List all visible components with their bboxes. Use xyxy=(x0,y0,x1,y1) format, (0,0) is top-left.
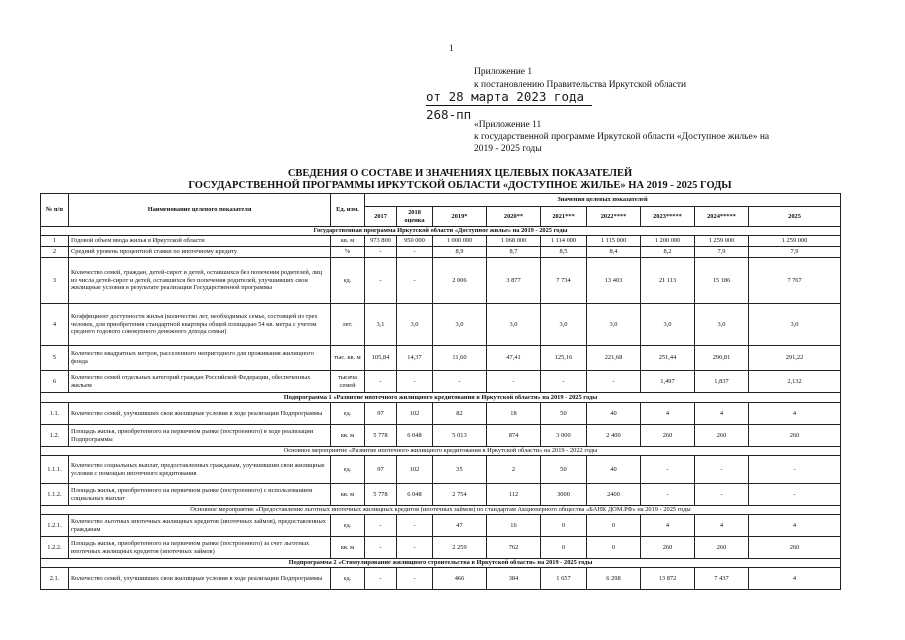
table-row xyxy=(41,515,841,537)
value-cell: 6 048 xyxy=(397,425,433,447)
value-cell: 15 186 xyxy=(695,258,749,304)
table-row xyxy=(41,304,841,346)
header-values: Значения целевых показателей xyxy=(365,194,841,207)
stamp-number: 268-пп xyxy=(426,107,472,122)
value-cell: - xyxy=(365,515,397,537)
table-row xyxy=(41,403,841,425)
value-cell: 50 xyxy=(541,403,587,425)
unit-cell: кв. м xyxy=(331,537,365,559)
value-cell: - xyxy=(365,247,397,258)
value-cell: 13 872 xyxy=(641,568,695,590)
value-cell: 2 xyxy=(487,456,541,484)
value-cell: 4 xyxy=(749,515,841,537)
unit-cell: кв. м xyxy=(331,425,365,447)
value-cell: 973 800 xyxy=(365,236,397,247)
value-cell: 1,497 xyxy=(641,371,695,393)
section-title: Подпрограмма 1 «Развитие ипотечного жилищного кредитования в Иркутской области» на 2019 - 2025 годы xyxy=(41,393,841,403)
row-number: 3 xyxy=(41,258,69,304)
indicator-name: Площадь жилья, приобретенного на первичном рынке (построенного) с использованием социальных выплат xyxy=(69,484,331,506)
header-year: 2019* xyxy=(433,207,487,227)
indicator-name: Средний уровень процентной ставки по ипотечному кредиту xyxy=(69,247,331,258)
value-cell: - xyxy=(541,371,587,393)
value-cell: 1 259 000 xyxy=(695,236,749,247)
unit-cell: лет. xyxy=(331,304,365,346)
value-cell: 7,9 xyxy=(695,247,749,258)
value-cell: 40 xyxy=(587,403,641,425)
header-year: 2023***** xyxy=(641,207,695,227)
value-cell: 2 006 xyxy=(433,258,487,304)
value-cell: 2,132 xyxy=(749,371,841,393)
value-cell: 874 xyxy=(487,425,541,447)
row-number: 1 xyxy=(41,236,69,247)
value-cell: 105,84 xyxy=(365,346,397,371)
indicator-name: Годовой объем ввода жилья в Иркутской области xyxy=(69,236,331,247)
activity-row xyxy=(41,447,841,456)
value-cell: 3000 xyxy=(541,484,587,506)
value-cell: 102 xyxy=(397,403,433,425)
value-cell: 3,1 xyxy=(365,304,397,346)
stamp-date: от 28 марта 2023 года xyxy=(426,88,592,106)
value-cell: 260 xyxy=(749,537,841,559)
row-number: 1.2.2. xyxy=(41,537,69,559)
value-cell: 7 767 xyxy=(749,258,841,304)
unit-cell: кв. м xyxy=(331,236,365,247)
value-cell: 291,22 xyxy=(749,346,841,371)
row-number: 5 xyxy=(41,346,69,371)
value-cell: 35 xyxy=(433,456,487,484)
value-cell: - xyxy=(365,371,397,393)
activity-row xyxy=(41,506,841,515)
value-cell: 50 xyxy=(541,456,587,484)
value-cell: - xyxy=(365,258,397,304)
indicator-name: Количество семей, улучшивших свои жилищные условия в ходе реализации Подпрограммы xyxy=(69,568,331,590)
unit-cell: ед. xyxy=(331,456,365,484)
value-cell: 1,837 xyxy=(695,371,749,393)
table-row xyxy=(41,236,841,247)
value-cell: 1 000 000 xyxy=(433,236,487,247)
header-year: 2024***** xyxy=(695,207,749,227)
value-cell: 82 xyxy=(433,403,487,425)
value-cell: 7,9 xyxy=(749,247,841,258)
value-cell: 13 403 xyxy=(587,258,641,304)
indicator-name: Количество семей, улучшивших свои жилищные условия в ходе реализации Подпрограммы xyxy=(69,403,331,425)
unit-cell: ед. xyxy=(331,258,365,304)
value-cell: 21 113 xyxy=(641,258,695,304)
appendix-11-line: к государственной программе Иркутской области «Доступное жилье» на xyxy=(474,132,770,142)
value-cell: 260 xyxy=(641,537,695,559)
value-cell: - xyxy=(641,456,695,484)
value-cell: - xyxy=(587,371,641,393)
header-year: 2021*** xyxy=(541,207,587,227)
page-number: 1 xyxy=(449,43,454,53)
value-cell: 8,9 xyxy=(433,247,487,258)
value-cell: 0 xyxy=(541,515,587,537)
unit-cell: кв. м xyxy=(331,484,365,506)
section-title: Государственная программа Иркутской области «Доступное жилье» на 2019 - 2025 годы xyxy=(41,227,841,236)
value-cell: 4 xyxy=(641,515,695,537)
table-row xyxy=(41,425,841,447)
value-cell: - xyxy=(695,456,749,484)
indicator-name: Количество семей отдельных категорий граждан Российской Федерации, обеспеченных жильем xyxy=(69,371,331,393)
row-number: 1.1.2. xyxy=(41,484,69,506)
value-cell: 762 xyxy=(487,537,541,559)
registration-stamp xyxy=(426,88,592,123)
value-cell: - xyxy=(365,537,397,559)
value-cell: 0 xyxy=(541,537,587,559)
row-number: 1.1. xyxy=(41,403,69,425)
indicator-name: Коэффициент доступности жилья (количество лет, необходимых семье, состоящей из трех человек, для приобретения стандартной квартиры общей площадью 54 кв. метра с учетом среднего годового совокупного денежного дохода семьи) xyxy=(69,304,331,346)
header-year: 2025 xyxy=(749,207,841,227)
value-cell: 6 298 xyxy=(587,568,641,590)
value-cell: 7 734 xyxy=(541,258,587,304)
value-cell: - xyxy=(397,537,433,559)
value-cell: 384 xyxy=(487,568,541,590)
value-cell: - xyxy=(365,568,397,590)
indicators-table xyxy=(40,193,841,590)
value-cell: - xyxy=(397,247,433,258)
value-cell: 2 754 xyxy=(433,484,487,506)
appendix-1-line: к постановлению Правительства Иркутской области xyxy=(474,80,687,90)
value-cell: 7 437 xyxy=(695,568,749,590)
value-cell: - xyxy=(397,371,433,393)
value-cell: 251,44 xyxy=(641,346,695,371)
table-row xyxy=(41,456,841,484)
value-cell: 3 000 xyxy=(541,425,587,447)
unit-cell: ед. xyxy=(331,403,365,425)
value-cell: 40 xyxy=(587,456,641,484)
header-num: № п/п xyxy=(41,194,69,227)
value-cell: 466 xyxy=(433,568,487,590)
value-cell: - xyxy=(397,515,433,537)
value-cell: 1 657 xyxy=(541,568,587,590)
value-cell: 112 xyxy=(487,484,541,506)
section-row xyxy=(41,227,841,236)
table-row xyxy=(41,371,841,393)
value-cell: 3,0 xyxy=(749,304,841,346)
value-cell: 97 xyxy=(365,403,397,425)
table-row xyxy=(41,247,841,258)
row-number: 1.1.1. xyxy=(41,456,69,484)
value-cell: 18 xyxy=(487,403,541,425)
row-number: 1.2. xyxy=(41,425,69,447)
value-cell: 97 xyxy=(365,456,397,484)
value-cell: - xyxy=(487,371,541,393)
value-cell: 2 259 xyxy=(433,537,487,559)
row-number: 2 xyxy=(41,247,69,258)
unit-cell: ед. xyxy=(331,568,365,590)
value-cell: 102 xyxy=(397,456,433,484)
value-cell: 3,0 xyxy=(541,304,587,346)
activity-title: Основное мероприятие «Предоставление льготных ипотечных жилищных кредитов (ипотечных займов) по стандартам Акционерного общества «БАНК ДОМ.РФ» на 2019 - 2025 годы xyxy=(41,506,841,515)
header-unit: Ед. изм. xyxy=(331,194,365,227)
value-cell: 1 114 000 xyxy=(541,236,587,247)
value-cell: - xyxy=(749,484,841,506)
value-cell: 47,41 xyxy=(487,346,541,371)
appendix-11-line: 2019 - 2025 годы xyxy=(474,144,542,154)
document-title xyxy=(60,168,860,192)
header-year: 2020** xyxy=(487,207,541,227)
value-cell: 260 xyxy=(695,425,749,447)
value-cell: - xyxy=(749,456,841,484)
indicator-name: Площадь жилья, приобретенного на первичном рынке (построенного) за счет льготных ипотечных жилищных кредитов (ипотечных займов) xyxy=(69,537,331,559)
value-cell: 1 068 000 xyxy=(487,236,541,247)
unit-cell: ед. xyxy=(331,515,365,537)
header-year: 2022**** xyxy=(587,207,641,227)
value-cell: 3,0 xyxy=(487,304,541,346)
value-cell: 11,60 xyxy=(433,346,487,371)
value-cell: 2 400 xyxy=(587,425,641,447)
value-cell: 4 xyxy=(749,568,841,590)
value-cell: 5 013 xyxy=(433,425,487,447)
value-cell: 8,2 xyxy=(641,247,695,258)
appendix-11-line: «Приложение 11 xyxy=(474,120,542,130)
value-cell: 47 xyxy=(433,515,487,537)
value-cell: 4 xyxy=(641,403,695,425)
value-cell: 3,0 xyxy=(587,304,641,346)
value-cell: 4 xyxy=(695,403,749,425)
unit-cell: % xyxy=(331,247,365,258)
value-cell: 16 xyxy=(487,515,541,537)
value-cell: 0 xyxy=(587,537,641,559)
row-number: 6 xyxy=(41,371,69,393)
row-number: 4 xyxy=(41,304,69,346)
value-cell: 3,0 xyxy=(641,304,695,346)
table-row xyxy=(41,484,841,506)
value-cell: - xyxy=(397,568,433,590)
value-cell: 2400 xyxy=(587,484,641,506)
indicator-name: Площадь жилья, приобретенного на первичном рынке (построенного) в ходе реализации Подпрограммы xyxy=(69,425,331,447)
value-cell: 4 xyxy=(695,515,749,537)
header-year: 2018 оценка xyxy=(397,207,433,227)
table-row xyxy=(41,258,841,304)
appendix-11-heading xyxy=(474,119,804,155)
value-cell: 8,7 xyxy=(487,247,541,258)
section-row xyxy=(41,559,841,568)
value-cell: 1 200 000 xyxy=(641,236,695,247)
value-cell: - xyxy=(641,484,695,506)
header-name: Наименование целевого показателя xyxy=(69,194,331,227)
value-cell: 260 xyxy=(641,425,695,447)
value-cell: 4 xyxy=(749,403,841,425)
value-cell: 1 259 000 xyxy=(749,236,841,247)
section-title: Подпрограмма 2 «Стимулирование жилищного строительства в Иркутской области» на 2019 - 2025 годы xyxy=(41,559,841,568)
value-cell: 14,37 xyxy=(397,346,433,371)
title-line: СВЕДЕНИЯ О СОСТАВЕ И ЗНАЧЕНИЯХ ЦЕЛЕВЫХ ПОКАЗАТЕЛЕЙ xyxy=(287,168,633,179)
value-cell: 260 xyxy=(695,537,749,559)
value-cell: - xyxy=(433,371,487,393)
value-cell: 5 778 xyxy=(365,484,397,506)
indicator-name: Количество квадратных метров, расселенного непригодного для проживания жилищного фонда xyxy=(69,346,331,371)
header-year: 2017 xyxy=(365,207,397,227)
row-number: 2.1. xyxy=(41,568,69,590)
value-cell: 221,68 xyxy=(587,346,641,371)
section-row xyxy=(41,393,841,403)
value-cell: 290,81 xyxy=(695,346,749,371)
indicator-name: Количество социальных выплат, предоставленных гражданам, улучшившим свои жилищные условия с помощью ипотечного кредитования xyxy=(69,456,331,484)
value-cell: 1 115 000 xyxy=(587,236,641,247)
value-cell: - xyxy=(695,484,749,506)
value-cell: - xyxy=(397,258,433,304)
row-number: 1.2.1. xyxy=(41,515,69,537)
appendix-1-line: Приложение 1 xyxy=(474,67,533,77)
value-cell: 3,0 xyxy=(397,304,433,346)
activity-title: Основное мероприятие «Развитие ипотечного жилищного кредитования в Иркутской области» на 2019 - 2022 годы xyxy=(41,447,841,456)
table-row xyxy=(41,568,841,590)
value-cell: 3,0 xyxy=(433,304,487,346)
value-cell: 3,0 xyxy=(695,304,749,346)
value-cell: 125,16 xyxy=(541,346,587,371)
value-cell: 260 xyxy=(749,425,841,447)
indicator-name: Количество льготных ипотечных жилищных кредитов (ипотечных займов), предоставленных гражданам xyxy=(69,515,331,537)
title-line: ГОСУДАРСТВЕННОЙ ПРОГРАММЫ ИРКУТСКОЙ ОБЛАСТИ «ДОСТУПНОЕ ЖИЛЬЕ» НА 2019 - 2025 ГОДЫ xyxy=(188,180,732,191)
indicator-name: Количество семей, граждан, детей-сирот и детей, оставшихся без попечения родителей, лиц из числа детей-сирот и детей, оставшихся без попечения родителей, улучшивших свои жилищные условия в результате реализации Государственной программы xyxy=(69,258,331,304)
unit-cell: тыс. кв. м xyxy=(331,346,365,371)
value-cell: 3 877 xyxy=(487,258,541,304)
table-row xyxy=(41,346,841,371)
value-cell: 8,5 xyxy=(541,247,587,258)
value-cell: 0 xyxy=(587,515,641,537)
value-cell: 6 048 xyxy=(397,484,433,506)
value-cell: 5 778 xyxy=(365,425,397,447)
unit-cell: тысяча семей xyxy=(331,371,365,393)
table-row xyxy=(41,537,841,559)
value-cell: 950 000 xyxy=(397,236,433,247)
value-cell: 8,4 xyxy=(587,247,641,258)
